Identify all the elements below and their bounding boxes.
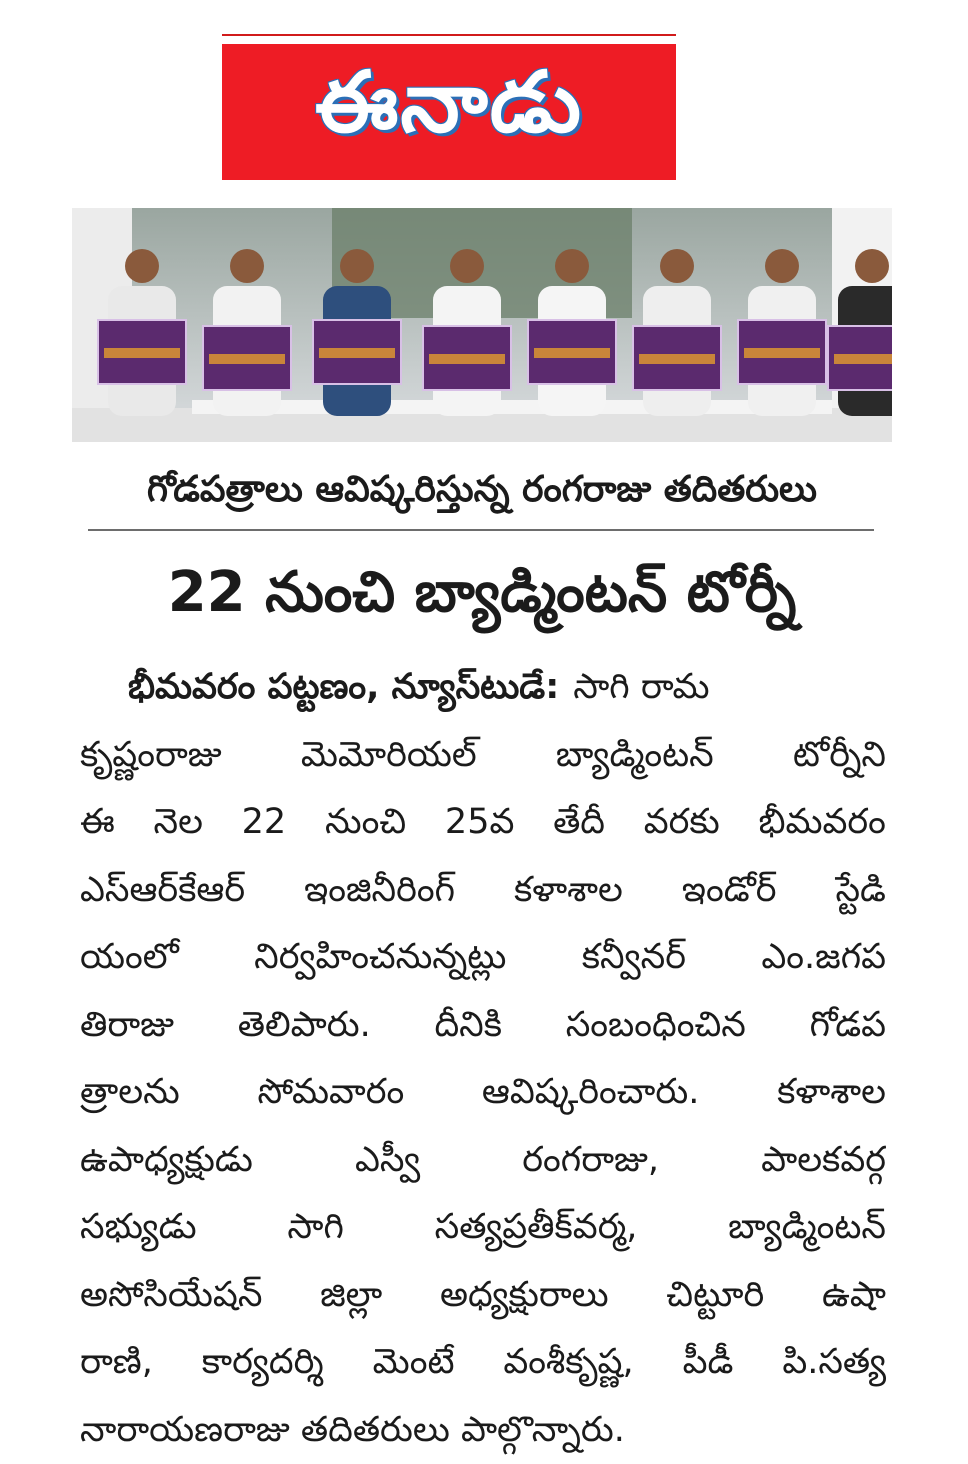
article-dateline: భీమవరం పట్టణం, న్యూస్‌టుడే: xyxy=(128,667,560,707)
poster-band xyxy=(744,348,820,358)
article-word: బ్యాడ్మింటన్ xyxy=(728,1207,886,1247)
article-word: సంబంధించిన xyxy=(565,1004,746,1045)
article-line-7 xyxy=(80,1059,886,1127)
article-word: ఎస్ఆర్‌కేఆర్ xyxy=(80,869,246,910)
article-word: బ్యాడ్మింటన్ xyxy=(555,734,714,775)
article-word: తేదీ xyxy=(553,802,606,842)
poster-band xyxy=(319,348,395,358)
article-word: యంలో xyxy=(80,937,179,977)
article-word: ఇండోర్ xyxy=(681,869,777,910)
poster-band xyxy=(104,348,180,358)
article-line-11 xyxy=(80,1329,886,1397)
person-head xyxy=(660,249,694,283)
article-word: ఈ xyxy=(80,802,115,842)
article-word: ఉపాధ్యక్షుడు xyxy=(80,1139,253,1180)
article-word: స్టేడి xyxy=(835,869,886,910)
article-word: పి.సత్య xyxy=(782,1342,886,1382)
photo-caption: గోడపత్రాలు ఆవిష్కరిస్తున్న రంగరాజు తదితరులు xyxy=(146,469,818,510)
caption-divider xyxy=(88,529,874,531)
news-photo xyxy=(72,208,892,442)
article-line-4 xyxy=(80,857,886,925)
poster-band xyxy=(209,354,285,364)
article-word: సభ్యుడు xyxy=(80,1207,197,1247)
article-word: వంశీకృష్ణ, xyxy=(503,1342,634,1382)
article-word: భీమవరం xyxy=(758,802,886,842)
poster-band xyxy=(534,348,610,358)
article-word: ఇంజినీరింగ్ xyxy=(304,869,455,910)
article-word: ఉషా xyxy=(821,1274,886,1315)
masthead-title: ఈనాడు xyxy=(315,52,583,151)
article-word: కార్యదర్శి xyxy=(201,1342,324,1382)
article-word: నిర్వహించనున్నట్లు xyxy=(254,937,507,977)
poster-band xyxy=(834,354,892,364)
article-line-8 xyxy=(80,1127,886,1195)
article-word: అధ్యక్షురాలు xyxy=(440,1274,609,1315)
masthead-rule xyxy=(222,34,676,36)
article-word: కృష్ణంరాజు xyxy=(80,734,222,775)
article-word: తిరాజు xyxy=(80,1004,175,1045)
article-word: సోమవారం xyxy=(257,1072,405,1112)
article-word: ఆవిష్కరించారు. xyxy=(481,1072,700,1112)
article-word: పాలకవర్గ xyxy=(761,1139,886,1180)
article-word: తెలిపారు. xyxy=(237,1004,371,1045)
person-head xyxy=(125,249,159,283)
person-head xyxy=(555,249,589,283)
article-word: దీనికి xyxy=(434,1004,503,1045)
article-word: గోడప xyxy=(809,1004,886,1045)
article-word: సత్యప్రతీక్‌వర్మ, xyxy=(434,1207,638,1247)
article-line-1 xyxy=(80,654,886,722)
article-word: రంగరాజు, xyxy=(522,1139,660,1180)
article-word: మెమోరియల్ xyxy=(300,734,477,775)
newspaper-masthead xyxy=(222,44,676,180)
article-headline: 22 నుంచి బ్యాడ్మింటన్ టోర్నీ xyxy=(167,560,797,625)
article-word: నుంచి xyxy=(324,802,407,842)
article-word: త్రాలను xyxy=(80,1072,180,1112)
article-word: కన్వీనర్ xyxy=(581,937,686,977)
article-line-10 xyxy=(80,1262,886,1330)
article-word: ఎం.జగప xyxy=(761,937,886,977)
article-word: టోర్నీని xyxy=(792,734,886,775)
article-word: 25వ xyxy=(444,802,515,842)
article-lines xyxy=(80,722,886,1464)
article-word: కళాశాల xyxy=(777,1072,886,1112)
article-line-3 xyxy=(80,789,886,857)
article-word: పీడీ xyxy=(682,1342,734,1382)
person-head xyxy=(450,249,484,283)
article-word: జిల్లా xyxy=(320,1274,383,1315)
article-line-2 xyxy=(80,722,886,790)
poster-band xyxy=(639,354,715,364)
poster-band xyxy=(429,354,505,364)
article-word: రాణి, xyxy=(80,1342,153,1382)
article-word: అసోసియేషన్ xyxy=(80,1274,263,1315)
person-head xyxy=(230,249,264,283)
article-word: ఎస్వీ xyxy=(355,1139,421,1180)
article-line-5 xyxy=(80,924,886,992)
photo-people-holding-posters xyxy=(72,208,892,442)
article-word: నెల xyxy=(153,802,203,842)
article-word: కళాశాల xyxy=(513,869,623,910)
article-line-12: నారాయణరాజు తదితరులు పాల్గొన్నారు. xyxy=(80,1409,625,1450)
person-head xyxy=(855,249,889,283)
article-word: సాగి xyxy=(287,1207,344,1247)
article-body xyxy=(80,654,886,1464)
article-word: 22 xyxy=(241,802,287,842)
article-line-1-text: సాగి రామ xyxy=(573,667,710,707)
article-line-9 xyxy=(80,1194,886,1262)
article-word: చిట్టూరి xyxy=(666,1274,765,1315)
article-line-6 xyxy=(80,992,886,1060)
person-head xyxy=(340,249,374,283)
article-word: మెంటే xyxy=(372,1342,455,1382)
article-word: వరకు xyxy=(643,802,720,842)
person-head xyxy=(765,249,799,283)
